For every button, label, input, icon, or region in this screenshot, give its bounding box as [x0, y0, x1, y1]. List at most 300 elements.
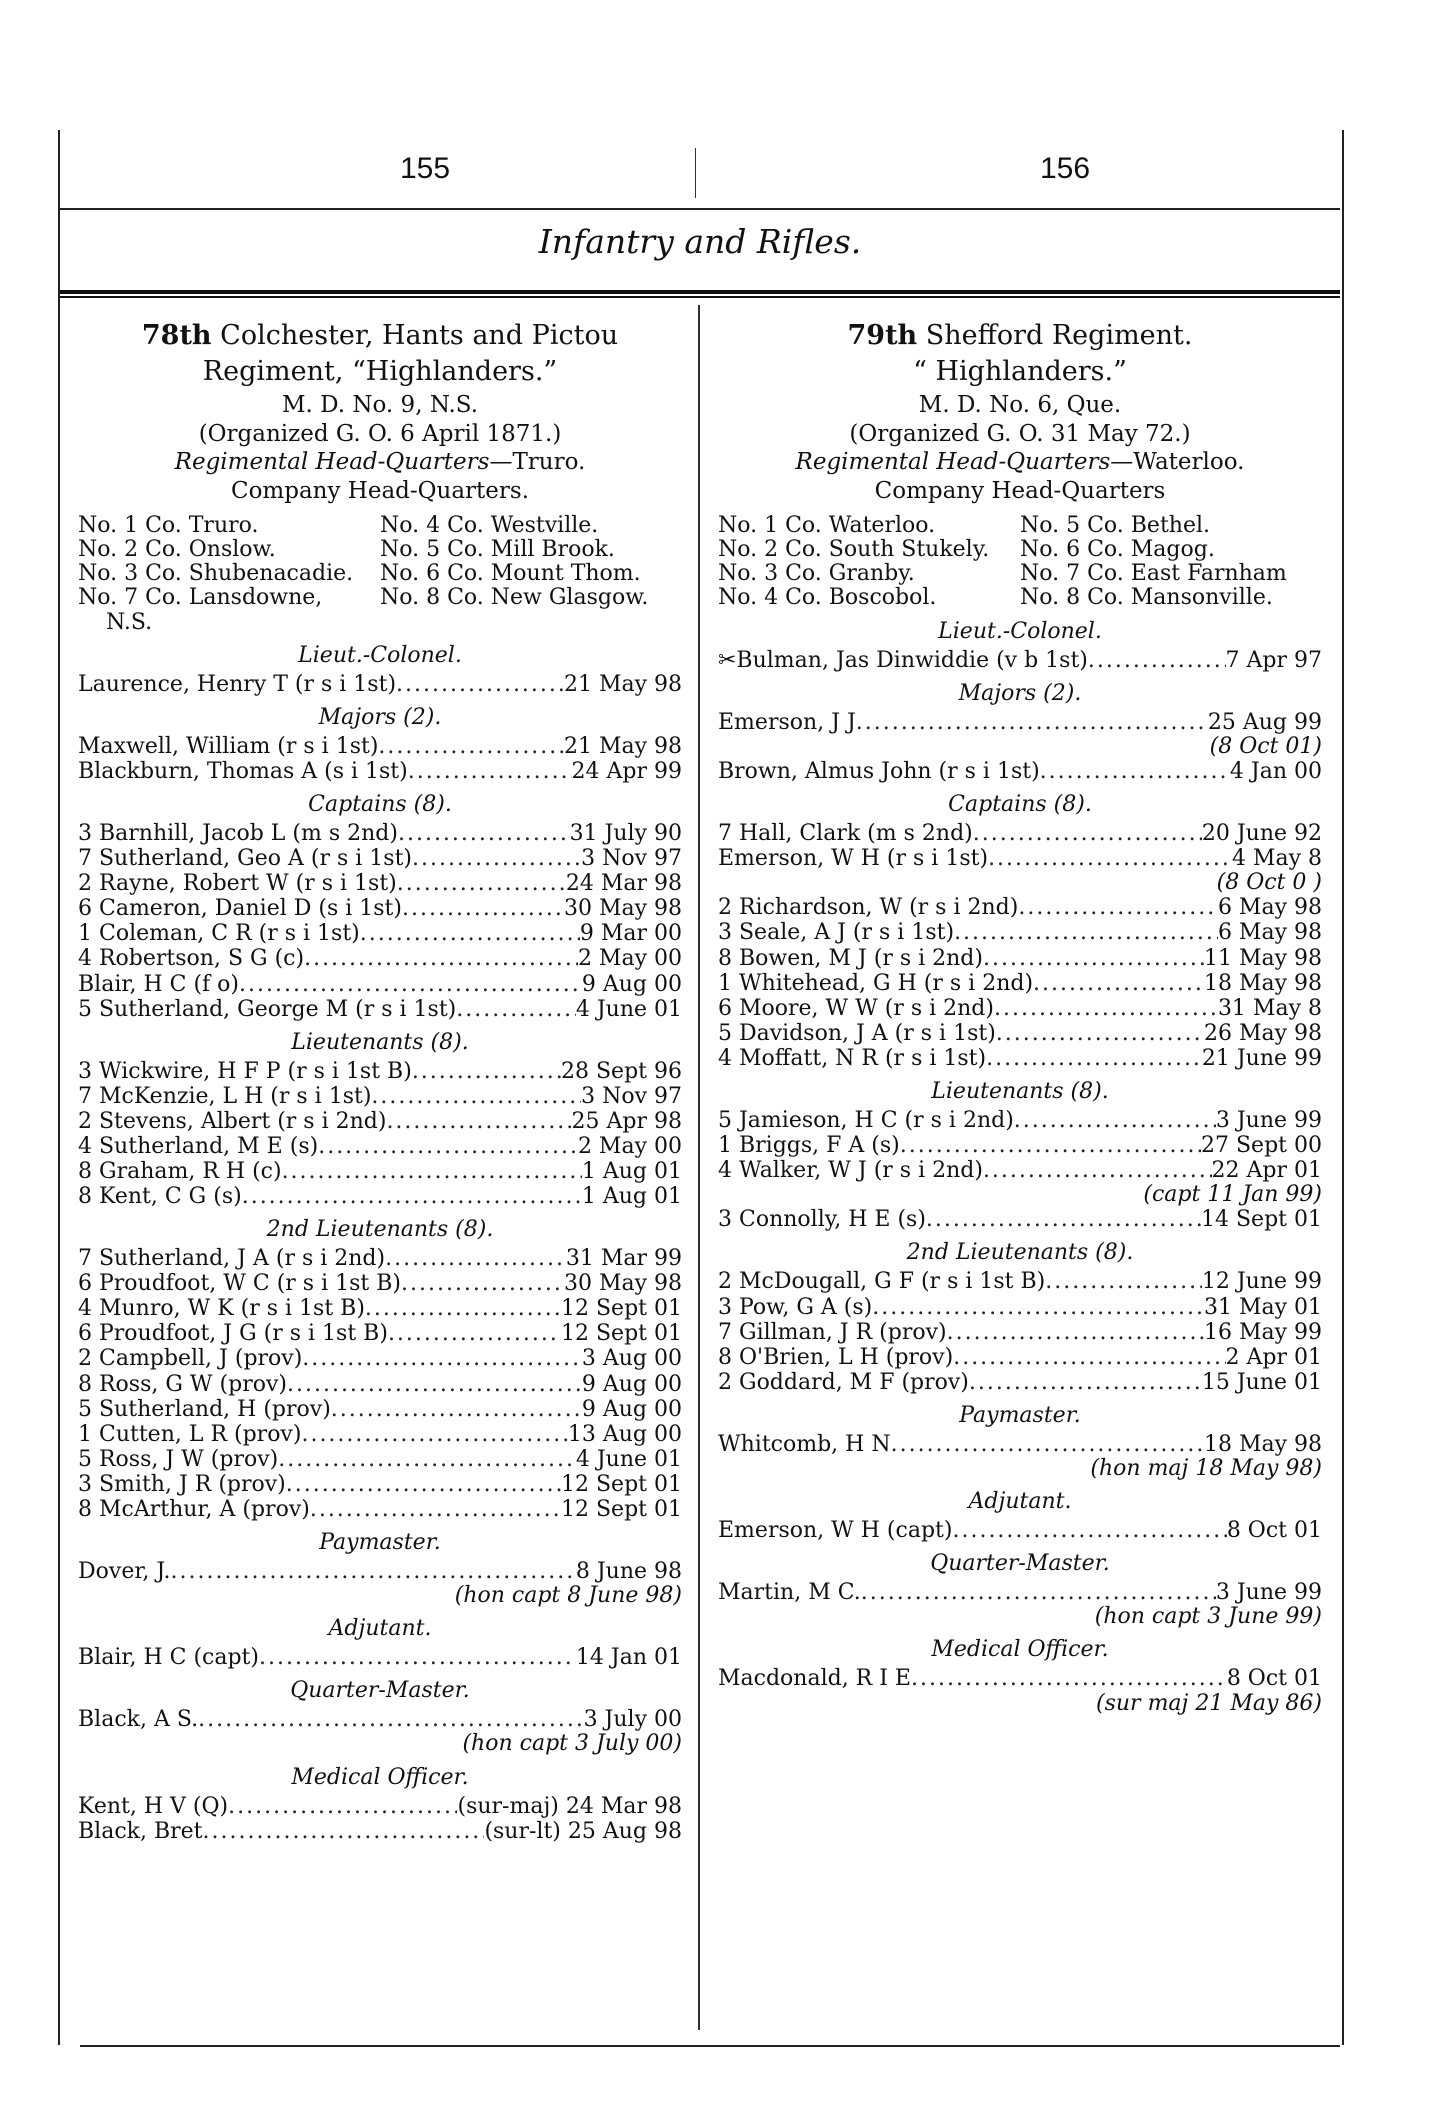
company-row — [78, 562, 682, 586]
dot-leader — [278, 1447, 576, 1472]
dot-leader — [969, 1370, 1202, 1395]
entry-date: 30 May 98 — [563, 896, 682, 922]
entry-date: 12 Sept 01 — [561, 1296, 682, 1322]
roster-entry — [78, 1134, 682, 1159]
dot-leader — [401, 1271, 564, 1296]
company-left: No. 3 Co. Granby. — [718, 561, 915, 587]
dot-leader — [456, 997, 576, 1022]
entry-name: Blackburn, Thomas A (s i 1st) — [78, 758, 408, 784]
entry-date: 12 Sept 01 — [561, 1496, 682, 1522]
roster-entry — [718, 946, 1322, 971]
entry-date: 8 Oct 01 — [1226, 1518, 1322, 1544]
entry-date: 3 Nov 97 — [581, 846, 682, 872]
dot-leader — [926, 1207, 1201, 1232]
entry-name: 5 Ross, J W (prov) — [78, 1446, 279, 1472]
roster-entry — [718, 1432, 1322, 1457]
dot-leader — [891, 1432, 1204, 1457]
dot-leader — [953, 1345, 1225, 1370]
entry-name: Brown, Almus John (r s i 1st) — [718, 758, 1040, 784]
dot-leader — [310, 1497, 561, 1522]
entry-date: 9 Aug 00 — [581, 1396, 682, 1422]
entry-date: 14 Sept 01 — [1201, 1207, 1322, 1233]
page-header — [60, 140, 1340, 210]
entry-name: 7 Sutherland, Geo A (r s i 1st) — [78, 846, 412, 872]
entry-name: Blair, H C (capt) — [78, 1645, 259, 1671]
entry-date: 18 May 98 — [1203, 1431, 1322, 1457]
dot-leader — [386, 1109, 571, 1134]
roster-entry — [718, 1518, 1322, 1543]
company-row — [718, 562, 1322, 586]
roster-entry — [718, 1370, 1322, 1395]
dot-leader — [397, 871, 566, 896]
organized-note: (Organized G. O. 31 May 72.) — [849, 420, 1191, 447]
roster-entry — [78, 672, 682, 697]
entry-date: 9 Aug 00 — [581, 1371, 682, 1397]
roster-entry — [718, 710, 1322, 735]
entry-name: Laurence, Henry T (r s i 1st) — [78, 671, 397, 697]
dot-leader — [388, 1321, 561, 1346]
entry-date: 12 Sept 01 — [561, 1321, 682, 1347]
rank-heading: Lieutenants (8). — [291, 1029, 469, 1055]
entry-date: 11 May 98 — [1203, 945, 1322, 971]
roster-entry — [78, 1321, 682, 1346]
organized-note: (Organized G. O. 6 April 1871.) — [198, 420, 562, 447]
dot-leader — [856, 710, 1208, 735]
roster-entry — [78, 821, 682, 846]
dot-leader — [198, 1707, 583, 1732]
header-divider — [695, 148, 696, 198]
entry-date: 9 Aug 00 — [581, 971, 682, 997]
dot-leader — [1040, 759, 1230, 784]
regiment-number: 79th — [847, 320, 918, 351]
entry-date: 8 Oct 01 — [1226, 1666, 1322, 1692]
entry-date: 3 Nov 97 — [581, 1083, 682, 1109]
rank-heading: Lieut.-Colonel. — [938, 618, 1102, 644]
entry-note: (hon capt 3 July 00) — [462, 1731, 682, 1757]
entry-date: 20 June 92 — [1201, 821, 1322, 847]
roster-entry — [78, 1472, 682, 1497]
entry-name: 1 Whitehead, G H (r s i 2nd) — [718, 970, 1034, 996]
entry-date: 26 May 98 — [1203, 1020, 1322, 1046]
staff-heading: Medical Officer. — [291, 1764, 469, 1790]
entry-name: 4 Moffatt, N R (r s i 1st) — [718, 1045, 987, 1071]
entry-date: 4 Jan 00 — [1229, 758, 1322, 784]
roster-entry — [78, 1084, 682, 1109]
roster-entry — [78, 1794, 682, 1819]
entry-date: 31 Mar 99 — [565, 1246, 682, 1272]
dot-leader — [988, 846, 1232, 871]
entry-name: 3 Smith, J R (prov) — [78, 1471, 286, 1497]
dot-leader — [996, 1021, 1204, 1046]
regimental-hq — [78, 448, 682, 477]
entry-name: Emerson, W H (r s i 1st) — [718, 846, 989, 872]
entry-date: 4 May 8 — [1231, 846, 1322, 872]
roster-entry — [78, 1707, 682, 1732]
entry-date: 13 Aug 00 — [567, 1421, 682, 1447]
entry-name: Martin, M C. — [718, 1580, 861, 1606]
dot-leader — [1088, 648, 1226, 673]
entry-name: 3 Connolly, H E (s) — [718, 1207, 926, 1233]
company-left: No. 1 Co. Waterloo. — [718, 512, 936, 538]
entry-date: 16 May 99 — [1203, 1319, 1322, 1345]
dot-leader — [228, 1794, 457, 1819]
dot-leader — [1045, 1269, 1202, 1294]
roster-entry — [718, 1666, 1322, 1691]
entry-name: Macdonald, R I E — [718, 1666, 911, 1692]
entry-name: 1 Coleman, C R (r s i 1st) — [78, 921, 360, 947]
roster-entry — [718, 895, 1322, 920]
entry-name: 8 Kent, C G (s) — [78, 1184, 242, 1210]
entry-name: Emerson, W H (capt) — [718, 1518, 953, 1544]
roster-entry — [718, 1046, 1322, 1071]
roster-entry — [78, 1422, 682, 1447]
roster-entry — [78, 734, 682, 759]
staff-heading: Quarter-Master. — [930, 1551, 1110, 1577]
company-right: No. 4 Co. Westville. — [380, 512, 599, 538]
entry-name: 3 Wickwire, H F P (r s i 1st B) — [78, 1058, 412, 1084]
roster-entry — [718, 1580, 1322, 1605]
dot-leader — [1018, 895, 1218, 920]
entry-name: 8 Graham, R H (c) — [78, 1158, 282, 1184]
company-left: No. 3 Co. Shubenacadie. — [78, 561, 354, 587]
dot-leader — [861, 1580, 1216, 1605]
left-column — [78, 318, 682, 1844]
dot-leader — [259, 1645, 576, 1670]
dot-leader — [371, 1084, 581, 1109]
roster-entry — [78, 946, 682, 971]
dot-leader — [1014, 1108, 1216, 1133]
entry-name: 4 Robertson, S G (c) — [78, 946, 305, 972]
dot-leader — [983, 1158, 1212, 1183]
entry-name: 2 Stevens, Albert (r s i 2nd) — [78, 1108, 387, 1134]
entry-date: 12 June 99 — [1201, 1269, 1322, 1295]
entry-date: 28 Sept 96 — [561, 1058, 682, 1084]
dot-leader — [412, 1059, 561, 1084]
entry-note: (sur maj 21 May 86) — [1096, 1690, 1322, 1716]
roster-entry — [718, 971, 1322, 996]
entry-date: 12 Sept 01 — [561, 1471, 682, 1497]
entry-name: 6 Proudfoot, J G (r s i 1st B) — [78, 1321, 388, 1347]
roster-entry — [78, 1184, 682, 1209]
column-divider — [698, 305, 700, 2030]
dot-leader — [286, 1472, 561, 1497]
entry-date: 21 May 98 — [563, 733, 682, 759]
company-left: No. 7 Co. Lansdowne, — [78, 585, 323, 611]
roster-entry — [78, 1497, 682, 1522]
roster-entry — [718, 1295, 1322, 1320]
entry-name: Blair, H C (f o) — [78, 971, 239, 997]
roster-entry — [78, 1296, 682, 1321]
entry-date: 2 May 00 — [577, 946, 682, 972]
entry-date: 31 May 01 — [1203, 1294, 1322, 1320]
bottom-rule — [80, 2045, 1340, 2047]
roster-entry — [718, 1207, 1322, 1232]
dot-leader — [954, 920, 1218, 945]
rank-heading: Captains (8). — [308, 792, 452, 818]
entry-name: 6 Cameron, Daniel D (s i 1st) — [78, 896, 402, 922]
hq-label: Regimental Head-Quarters — [174, 449, 490, 476]
entry-date: 15 June 01 — [1201, 1369, 1322, 1395]
roster-entry — [78, 997, 682, 1022]
entry-name: Kent, H V (Q) — [78, 1793, 229, 1819]
rank-heading: Lieutenants (8). — [931, 1078, 1109, 1104]
roster-entry — [78, 846, 682, 871]
company-right: No. 6 Co. Mount Thom. — [380, 561, 641, 587]
entry-date: 2 Apr 01 — [1225, 1344, 1322, 1370]
roster-entry — [78, 896, 682, 921]
entry-name: 5 Jamieson, H C (r s i 2nd) — [718, 1107, 1014, 1133]
dot-leader — [242, 1184, 582, 1209]
entry-date: 30 May 98 — [563, 1271, 682, 1297]
entry-name: 4 Walker, W J (r s i 2nd) — [718, 1158, 983, 1184]
company-left: No. 1 Co. Truro. — [78, 512, 259, 538]
entry-date: 2 May 00 — [577, 1133, 682, 1159]
dot-leader — [408, 759, 572, 784]
dot-leader — [911, 1666, 1227, 1691]
roster-entry — [78, 1059, 682, 1084]
entry-note: (8 Oct 01) — [1209, 733, 1322, 759]
roster-entry — [718, 1021, 1322, 1046]
roster-entry — [78, 1346, 682, 1371]
company-right: No. 5 Co. Mill Brook. — [380, 537, 615, 563]
entry-name: Black, Bret — [78, 1818, 203, 1844]
roster-entry — [718, 1269, 1322, 1294]
entry-note: (capt 11 Jan 99) — [1143, 1182, 1322, 1208]
company-right: No. 5 Co. Bethel. — [1020, 512, 1211, 538]
entry-name: 1 Briggs, F A (s) — [718, 1133, 900, 1159]
company-right: No. 6 Co. Magog. — [1020, 537, 1215, 563]
entry-name: 8 O'Brien, L H (prov) — [718, 1344, 954, 1370]
roster-entry — [718, 920, 1322, 945]
roster-entry — [718, 1345, 1322, 1370]
entry-date: 3 June 99 — [1215, 1107, 1322, 1133]
entry-date: 14 Jan 01 — [575, 1645, 682, 1671]
dot-leader — [378, 734, 564, 759]
entry-date: 4 June 01 — [575, 996, 682, 1022]
entry-name: 6 Proudfoot, W C (r s i 1st B) — [78, 1271, 401, 1297]
company-right: No. 8 Co. Mansonville. — [1020, 585, 1273, 611]
dot-leader — [398, 821, 570, 846]
entry-name: Maxwell, William (r s i 1st) — [78, 733, 379, 759]
dot-leader — [302, 1346, 582, 1371]
entry-name: 5 Davidson, J A (r s i 1st) — [718, 1020, 996, 1046]
regiment-number: 78th — [141, 320, 212, 351]
roster-entry — [78, 1271, 682, 1296]
dot-leader — [331, 1397, 582, 1422]
entry-name: Emerson, J J — [718, 709, 856, 735]
military-district: M. D. No. 6, Que. — [918, 391, 1122, 418]
roster-entry — [78, 759, 682, 784]
entry-name: 4 Sutherland, M E (s) — [78, 1133, 319, 1159]
entry-date: 9 Mar 00 — [579, 921, 682, 947]
entry-date: 6 May 98 — [1217, 895, 1322, 921]
roster-entry — [78, 921, 682, 946]
dot-leader — [412, 846, 581, 871]
double-rule — [60, 290, 1340, 298]
company-row — [718, 538, 1322, 562]
staff-heading: Adjutant. — [328, 1616, 432, 1642]
dot-leader — [318, 1134, 578, 1159]
entry-name: 2 Richardson, W (r s i 2nd) — [718, 895, 1019, 921]
dot-leader — [396, 672, 564, 697]
entry-name: Dover, J. — [78, 1559, 171, 1584]
entry-date: 7 Apr 97 — [1225, 647, 1322, 673]
roster-entry — [718, 648, 1322, 673]
entry-name: 8 McArthur, A (prov) — [78, 1496, 310, 1522]
regiment-subtitle: Regiment, “Highlanders.” — [202, 356, 558, 388]
hq-place: —Truro. — [489, 449, 586, 476]
roster-entry — [718, 1320, 1322, 1345]
entry-note: (hon maj 18 May 98) — [1090, 1455, 1322, 1481]
entry-name: 2 Rayne, Robert W (r s i 1st) — [78, 871, 397, 897]
entry-date: 25 Apr 98 — [571, 1108, 682, 1134]
entry-name: 3 Seale, A J (r s i 1st) — [718, 920, 955, 946]
entry-name: 7 Hall, Clark (m s 2nd) — [718, 821, 973, 847]
regiment-title — [78, 318, 682, 354]
entry-name: 8 Ross, G W (prov) — [78, 1371, 287, 1397]
regiment-subtitle: “ Highlanders.” — [913, 356, 1127, 388]
entry-date: 8 June 98 — [575, 1559, 682, 1584]
roster-entry — [78, 1559, 682, 1584]
rank-heading: Majors (2). — [318, 704, 442, 730]
roster-entry — [78, 1159, 682, 1184]
company-row — [718, 586, 1322, 610]
entry-date: 3 June 99 — [1215, 1580, 1322, 1606]
dot-leader — [239, 972, 582, 997]
company-left: No. 2 Co. Onslow. — [78, 537, 276, 563]
dot-leader — [986, 1046, 1202, 1071]
roster-entry — [78, 1109, 682, 1134]
entry-name: 7 McKenzie, L H (r s i 1st) — [78, 1083, 372, 1109]
dot-leader — [947, 1320, 1204, 1345]
entry-name: 3 Barnhill, Jacob L (m s 2nd) — [78, 821, 398, 847]
company-tail: N.S. — [106, 609, 153, 635]
entry-date: 1 Aug 01 — [581, 1184, 682, 1210]
roster-entry — [718, 1158, 1322, 1183]
entry-name: 5 Sutherland, H (prov) — [78, 1396, 331, 1422]
staff-heading: Adjutant. — [968, 1489, 1072, 1515]
dot-leader — [900, 1133, 1201, 1158]
entry-date: 3 July 00 — [583, 1707, 682, 1733]
entry-date: 6 May 98 — [1217, 920, 1322, 946]
entry-name: 7 Gillman, J R (prov) — [718, 1319, 947, 1345]
dot-leader — [203, 1819, 485, 1844]
company-row — [78, 514, 682, 538]
entry-date: 24 Mar 98 — [565, 871, 682, 897]
dot-leader — [301, 1422, 567, 1447]
entry-name: Whitcomb, H N — [718, 1431, 891, 1457]
roster-entry — [78, 871, 682, 896]
company-row — [718, 514, 1322, 538]
rank-heading: Lieut.-Colonel. — [298, 642, 462, 668]
dot-leader — [282, 1159, 582, 1184]
dot-leader — [304, 946, 578, 971]
dot-leader — [385, 1246, 566, 1271]
entry-name: 5 Sutherland, George M (r s i 1st) — [78, 996, 457, 1022]
entry-date: 3 Aug 00 — [581, 1346, 682, 1372]
roster-entry — [78, 1819, 682, 1844]
page-number-right: 156 — [1040, 152, 1091, 185]
entry-note: (8 Oct 0 ) — [1216, 870, 1322, 896]
entry-date: 25 Aug 99 — [1207, 709, 1322, 735]
dot-leader — [994, 996, 1218, 1021]
rank-heading: Majors (2). — [958, 680, 1082, 706]
dot-leader — [973, 821, 1202, 846]
entry-date: 21 June 99 — [1201, 1045, 1322, 1071]
regiment-name: Colchester, Hants and Pictou — [220, 320, 619, 351]
entry-date: 1 Aug 01 — [581, 1158, 682, 1184]
company-hq-heading: Company Head-Quarters — [874, 478, 1166, 505]
entry-name: 3 Pow, G A (s) — [718, 1294, 873, 1320]
company-row — [78, 538, 682, 562]
entry-name: Black, A S. — [78, 1707, 199, 1733]
entry-date: 31 May 8 — [1217, 995, 1322, 1021]
company-left: No. 2 Co. South Stukely. — [718, 537, 990, 563]
section-title: Infantry and Rifles. — [538, 222, 862, 261]
dot-leader — [1033, 971, 1204, 996]
roster-entry — [78, 1645, 682, 1670]
entry-name: ✂Bulman, Jas Dinwiddie (v b 1st) — [718, 647, 1088, 673]
roster-entry — [78, 972, 682, 997]
header-rule — [60, 208, 1340, 210]
entry-name: 2 Campbell, J (prov) — [78, 1346, 303, 1372]
roster-entry — [718, 1133, 1322, 1158]
dot-leader — [360, 921, 580, 946]
staff-heading: Medical Officer. — [931, 1637, 1109, 1663]
dot-leader — [872, 1295, 1204, 1320]
company-row — [78, 586, 682, 610]
entry-name: 6 Moore, W W (r s i 2nd) — [718, 995, 994, 1021]
entry-date: 21 May 98 — [563, 671, 682, 697]
dot-leader — [983, 946, 1204, 971]
staff-heading: Paymaster. — [959, 1402, 1081, 1428]
entry-date: 18 May 98 — [1203, 970, 1322, 996]
dot-leader — [287, 1372, 582, 1397]
entry-date: 22 Apr 01 — [1211, 1158, 1322, 1184]
entry-name: 2 McDougall, G F (r s i 1st B) — [718, 1269, 1046, 1295]
entry-date: 27 Sept 00 — [1201, 1133, 1322, 1159]
roster-entry — [78, 1397, 682, 1422]
hq-label: Regimental Head-Quarters — [795, 449, 1111, 476]
roster-entry — [718, 759, 1322, 784]
dot-leader — [365, 1296, 561, 1321]
roster-entry — [718, 996, 1322, 1021]
staff-heading: Quarter-Master. — [290, 1678, 470, 1704]
company-left: No. 4 Co. Boscobol. — [718, 585, 937, 611]
rank-heading: Captains (8). — [948, 792, 1092, 818]
roster-entry — [718, 821, 1322, 846]
entry-name: 4 Munro, W K (r s i 1st B) — [78, 1296, 365, 1322]
roster-entry — [718, 1108, 1322, 1133]
company-right: No. 8 Co. New Glasgow. — [380, 585, 649, 611]
entry-date: (sur-lt) 25 Aug 98 — [484, 1818, 682, 1844]
roster-entry — [718, 846, 1322, 871]
right-column — [718, 318, 1322, 1716]
regiment-title — [718, 318, 1322, 354]
regiment-name: Shefford Regiment. — [925, 320, 1193, 351]
regimental-hq — [718, 448, 1322, 477]
entry-date: 24 Apr 99 — [571, 758, 682, 784]
roster-entry — [78, 1447, 682, 1472]
roster-entry — [78, 1246, 682, 1271]
rank-heading: 2nd Lieutenants (8). — [906, 1240, 1134, 1266]
entry-date: 31 July 90 — [569, 821, 682, 847]
dot-leader — [952, 1518, 1226, 1543]
roster-entry — [78, 1372, 682, 1397]
entry-name: 7 Sutherland, J A (r s i 2nd) — [78, 1246, 386, 1272]
dot-leader — [171, 1559, 576, 1584]
staff-heading: Paymaster. — [319, 1530, 441, 1555]
